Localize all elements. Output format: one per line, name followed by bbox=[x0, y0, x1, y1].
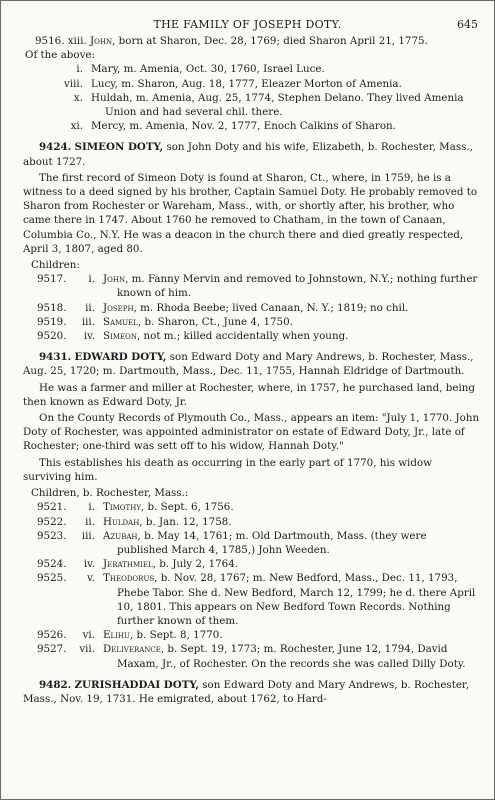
child-number: 9521. bbox=[37, 501, 67, 514]
child-text bbox=[103, 515, 480, 529]
child-details: m. Rhoda Beebe; lived Canaan, N. Y.; 1819; no chil. bbox=[140, 301, 409, 314]
above-item bbox=[23, 77, 480, 91]
roman-numeral: viii. bbox=[64, 77, 83, 90]
page-number: 645 bbox=[457, 18, 478, 31]
of-the-above-label: Of the above: bbox=[25, 49, 95, 62]
child-number: 9525. bbox=[37, 572, 67, 585]
child-details: b. Sept. 19, 1773; m. Rochester, June 12, 1794, David Maxam, Jr., of Rochester. On the records she was called Dilly Doty. bbox=[117, 643, 466, 670]
child-details: b. Jan. 12, 1758. bbox=[145, 515, 232, 528]
above-item-text: Huldah, m. Amenia, Aug. 25, 1774, Stephen Delano. They lived Amenia Union and had several chil. there. bbox=[91, 91, 464, 119]
child-entry bbox=[23, 515, 480, 529]
child-name: Joseph, bbox=[103, 301, 137, 314]
child-entry bbox=[23, 301, 480, 315]
child-name: Simeon, bbox=[103, 330, 141, 343]
child-name: Huldah, bbox=[103, 515, 143, 528]
child-number: 9517. bbox=[37, 273, 67, 286]
child-name: Deliverance, bbox=[103, 643, 165, 656]
child-text bbox=[103, 529, 480, 557]
child-text bbox=[103, 500, 480, 514]
person-number: 9424. bbox=[39, 141, 72, 154]
roman-numeral: vi. bbox=[82, 629, 95, 642]
child-entry bbox=[23, 315, 480, 329]
person-name: EDWARD DOTY, bbox=[74, 351, 167, 364]
page-body bbox=[23, 34, 480, 706]
child-name: Jerathmiel, bbox=[103, 558, 156, 571]
entry-text: born at Sharon, Dec. 28, 1769; died Sharon April 21, 1775. bbox=[118, 35, 428, 47]
children-label: Children: bbox=[31, 259, 80, 272]
child-entry bbox=[23, 272, 480, 300]
child-text bbox=[103, 642, 480, 670]
children-label: Children, b. Rochester, Mass.: bbox=[31, 487, 189, 500]
child-number: 9527. bbox=[37, 643, 67, 656]
person-name: ZURISHADDAI DOTY, bbox=[74, 678, 199, 691]
person-number: 9431. bbox=[39, 351, 72, 364]
child-name: John, bbox=[103, 273, 129, 286]
roman-numeral: iii. bbox=[81, 315, 95, 328]
roman-numeral: iii. bbox=[81, 529, 95, 542]
child-text bbox=[103, 571, 480, 628]
roman-numeral: iv. bbox=[83, 330, 95, 343]
roman-numeral: i. bbox=[88, 273, 95, 286]
child-text bbox=[103, 301, 480, 315]
child-number: 9520. bbox=[37, 330, 67, 343]
above-item bbox=[23, 91, 480, 119]
person-name: SIMEON DOTY, bbox=[74, 141, 164, 154]
roman-numeral: i. bbox=[88, 501, 95, 514]
child-entry bbox=[23, 500, 480, 514]
roman-numeral: iv. bbox=[83, 558, 95, 571]
child-text bbox=[103, 329, 480, 343]
person-intro: son Edward Doty and Mary Andrews, b. Rochester, Mass., Aug. 25, 1720; m. Dartmouth, Mass., Dec. 11, 1755, Hannah Eldridge of Dartmouth. bbox=[23, 351, 474, 378]
roman-numeral: x. bbox=[73, 91, 83, 104]
person-number: 9482. bbox=[39, 678, 72, 691]
entry-name: John, bbox=[90, 35, 116, 47]
child-text bbox=[103, 315, 480, 329]
roman-numeral: xi. bbox=[70, 120, 83, 133]
child-details: b. Sept. 8, 1770. bbox=[136, 629, 223, 642]
child-entry bbox=[23, 642, 480, 670]
roman-numeral: v. bbox=[87, 572, 95, 585]
child-number: 9522. bbox=[37, 515, 67, 528]
roman-numeral: ii. bbox=[85, 301, 95, 314]
above-item-text: Lucy, m. Sharon, Aug. 18, 1777, Eleazer Morton of Amenia. bbox=[91, 77, 402, 90]
child-text bbox=[103, 557, 480, 571]
child-entry bbox=[23, 329, 480, 343]
running-title: THE FAMILY OF JOSEPH DOTY. bbox=[153, 18, 342, 31]
child-number: 9523. bbox=[37, 529, 67, 542]
edward-paragraph-2: On the County Records of Plymouth Co., Mass., appears an item: "July 1, 1770. John Doty of Rochester, was appointed administrator on estate of Edward Doty, Jr., late of Rochester; one-third was sett off to his widow, Hannah Doty." bbox=[23, 412, 480, 453]
roman-numeral: i. bbox=[76, 63, 83, 76]
edward-paragraph-1: He was a farmer and miller at Rochester, where, in 1757, he purchased land, being then known as Edward Doty, Jr. bbox=[23, 381, 475, 408]
child-number: 9518. bbox=[37, 301, 67, 314]
person-intro: son John Doty and his wife, Elizabeth, b. Rochester, Mass., about 1727. bbox=[23, 141, 473, 168]
simeon-paragraph: The first record of Simeon Doty is found at Sharon, Ct., where, in 1759, he is a witness to a deed signed by his brother, Captain Samuel Doty. He probably removed to Sharon from Rochester or Wareham, Mass., with, or shortly after, his brother, who came there in 1747. About 1760 he removed to Chatham, in the town of Canaan, Columbia Co., N.Y. He was a deacon in the church there and died greatly respected, April 3, 1807, aged 80. bbox=[23, 171, 478, 255]
child-name: Timothy, bbox=[103, 501, 145, 514]
above-item bbox=[23, 119, 480, 133]
child-number: 9524. bbox=[37, 558, 67, 571]
roman-numeral: ii. bbox=[85, 515, 95, 528]
edward-heading bbox=[23, 350, 480, 378]
above-item-text: Mary, m. Amenia, Oct. 30, 1760, Israel Luce. bbox=[91, 63, 325, 76]
child-text bbox=[103, 628, 480, 642]
entry-number: 9516. xiii. bbox=[35, 35, 87, 47]
child-name: Theodorus, bbox=[103, 572, 158, 585]
child-details: b. May 14, 1761; m. Old Dartmouth, Mass. (they were published March 4, 1785,) John Weeden. bbox=[117, 529, 427, 556]
child-entry bbox=[23, 557, 480, 571]
child-name: Elihu, bbox=[103, 629, 134, 642]
page-header bbox=[1, 9, 494, 29]
child-details: b. July 2, 1764. bbox=[159, 558, 239, 571]
child-number: 9519. bbox=[37, 315, 67, 328]
top-entry bbox=[23, 34, 480, 48]
roman-numeral: vii. bbox=[79, 643, 95, 656]
child-entry bbox=[23, 628, 480, 642]
child-text bbox=[103, 272, 480, 300]
child-details: b. Nov. 28, 1767; m. New Bedford, Mass., Dec. 11, 1793, Phebe Tabor. She d. New Bedford, March 12, 1799; he d. there April 10, 1801. This appears on New Bedford Town Records. Nothing further known of them. bbox=[117, 572, 476, 627]
child-details: not m.; killed accidentally when young. bbox=[143, 330, 349, 343]
child-details: b. Sharon, Ct., June 4, 1750. bbox=[144, 315, 293, 328]
above-item bbox=[23, 62, 480, 76]
child-entry bbox=[23, 529, 480, 557]
child-details: b. Sept. 6, 1756. bbox=[147, 501, 234, 514]
simeon-heading bbox=[23, 140, 480, 168]
child-details: m. Fanny Mervin and removed to Johnstown, N.Y.; nothing further known of him. bbox=[117, 273, 478, 300]
edward-paragraph-3: This establishes his death as occurring in the early part of 1770, his widow surviving him. bbox=[23, 456, 432, 483]
child-name: Azubah, bbox=[103, 529, 141, 542]
child-name: Samuel, bbox=[103, 315, 142, 328]
child-entry bbox=[23, 571, 480, 628]
person-intro: son Edward Doty and Mary Andrews, b. Rochester, Mass., Nov. 19, 1731. He emigrated, about 1762, to Hard- bbox=[23, 678, 469, 705]
above-item-text: Mercy, m. Amenia, Nov. 2, 1777, Enoch Calkins of Sharon. bbox=[91, 120, 396, 133]
zurishaddai-heading bbox=[23, 678, 480, 706]
child-number: 9526. bbox=[37, 629, 67, 642]
